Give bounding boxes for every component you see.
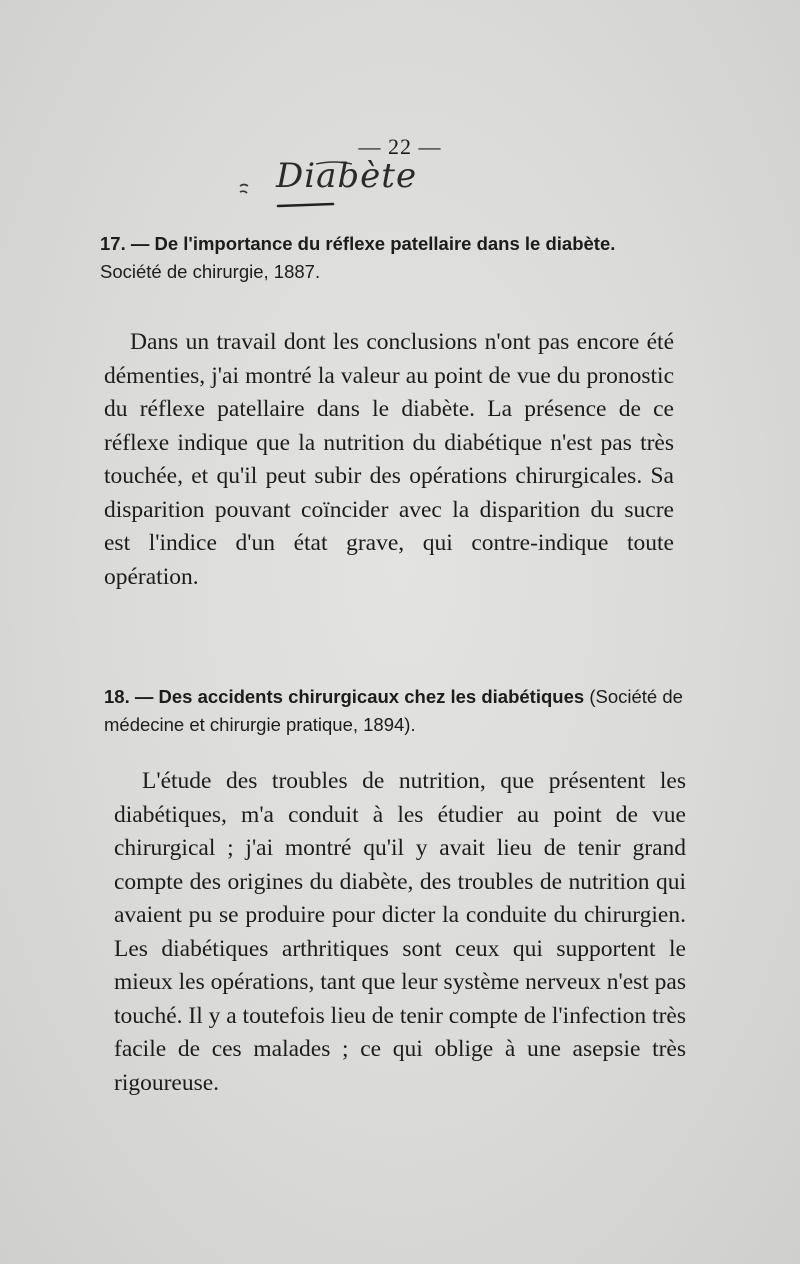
entry-number: 17. — [100, 233, 150, 254]
entry-source: Société de chirurgie, 1887. [100, 261, 321, 282]
handwritten-annotation [238, 150, 418, 212]
entry-source: (Société de médecine et chirurgie pratique, 1894). [104, 686, 683, 735]
entry-18-body: L'étude des troubles de nutrition, que présentent les diabétiques, m'a conduit à les étudier au point de vue chirurgical ; j'ai montré qu'il y avait lieu de tenir grand compte des origines du diabète, des troubles de nutrition qui avaient pu se produire pour dicter la conduite du chirurgien. Les diabétiques arthritiques sont ceux qui supportent le mieux les opérations, tant que leur système nerveux n'est pas touché. Il y a toutefois lieu de tenir compte de l'infection très facile de ces malades ; ce qui oblige à une asepsie très rigoureuse. [114, 768, 686, 1096]
page-number: — 22 — [358, 134, 442, 159]
entry-17-heading [100, 230, 700, 286]
handwritten-note: Diabète [276, 156, 418, 196]
entry-title: Des accidents chirurgicaux chez les diabétiques [158, 686, 585, 707]
entry-17-body: Dans un travail dont les conclusions n'ont pas encore été démenties, j'ai montré la valeur au point de vue du pronostic du réflexe patellaire dans le diabète. La présence de ce réflexe indique que la nutrition du diabétique n'est pas très touchée, et qu'il peut subir des opérations chirurgicales. Sa disparition pouvant coïncider avec la disparition du sucre est l'indice d'un état grave, qui contre-indique toute opération. [104, 329, 674, 590]
entry-number: 18. — [104, 686, 154, 707]
entry-18-heading [104, 683, 704, 739]
entry-title: De l'importance du réflexe patellaire dans le diabète. [154, 233, 616, 254]
